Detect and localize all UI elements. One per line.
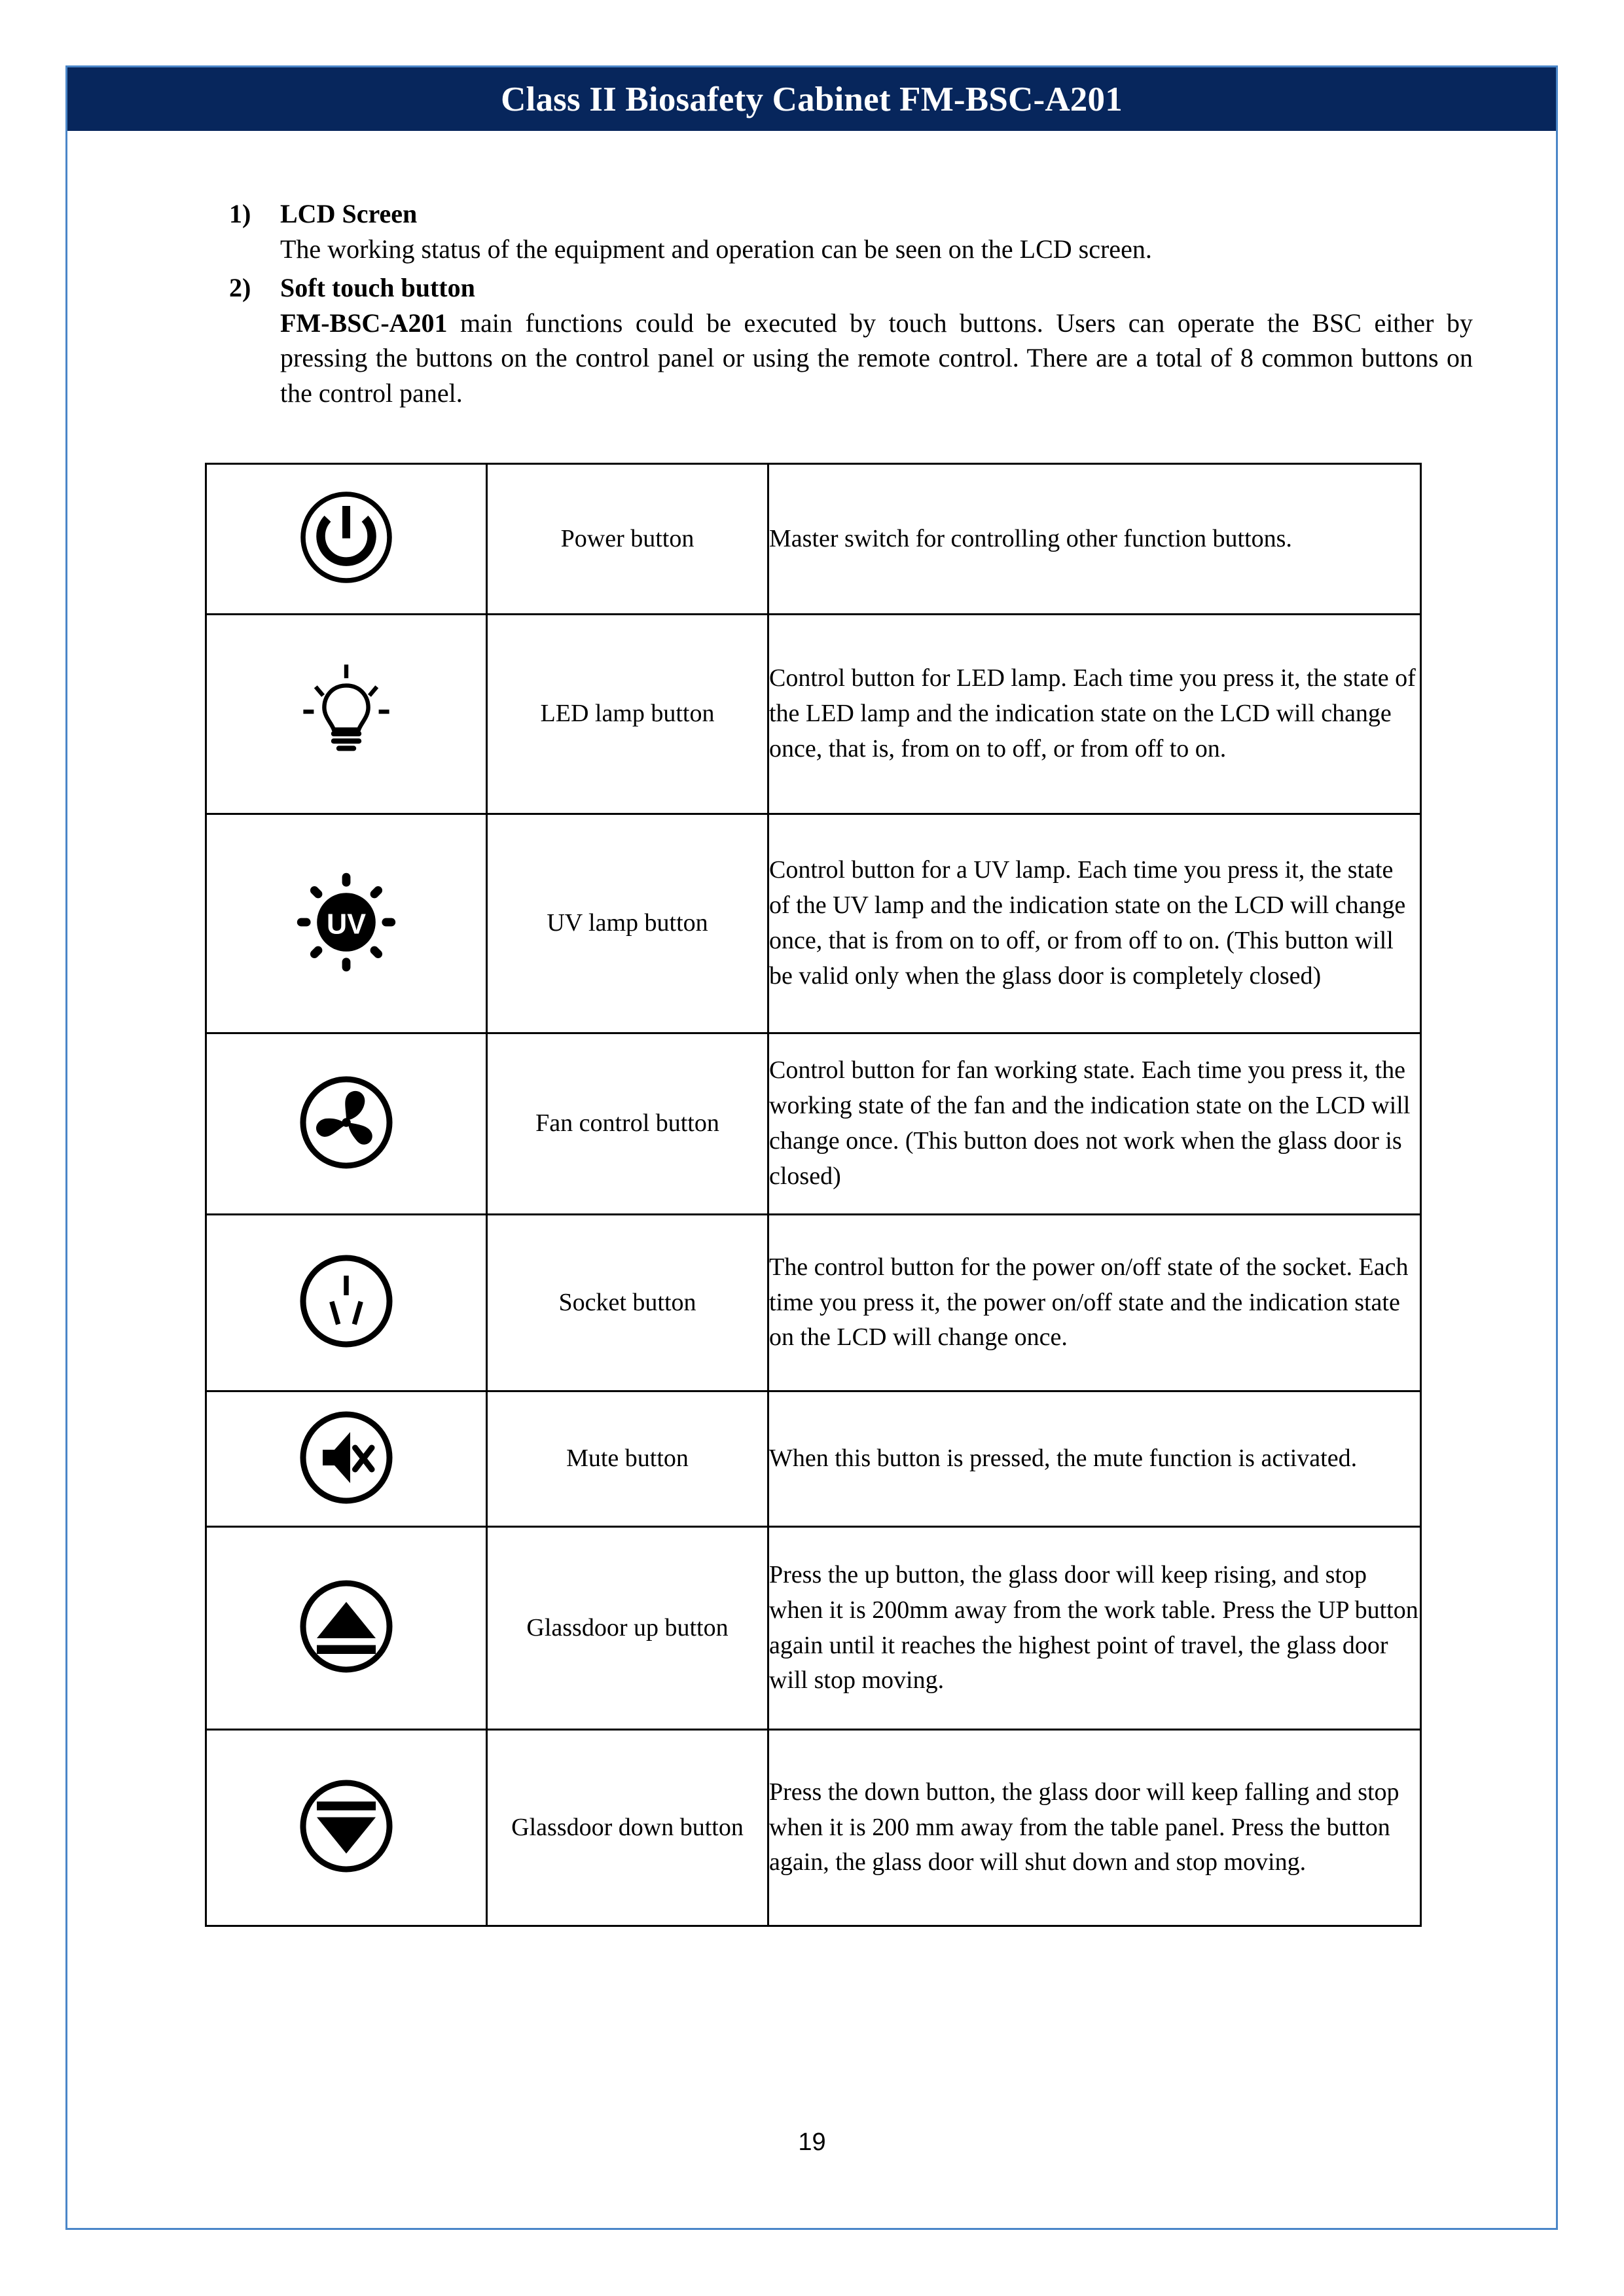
list-heading-2: Soft touch button bbox=[280, 273, 475, 303]
button-name: LED lamp button bbox=[487, 615, 768, 814]
icon-cell bbox=[206, 1730, 487, 1926]
button-description: Press the up button, the glass door will keep rising, and stop when it is 200mm away from the work table. Press the UP button again until it reaches the highest point of travel, the glass door will stop moving. bbox=[768, 1527, 1421, 1730]
list-marker-2: 2) bbox=[229, 273, 251, 303]
page-title-banner bbox=[67, 67, 1556, 131]
fan-icon bbox=[297, 1073, 395, 1172]
control-buttons-table bbox=[205, 463, 1422, 1927]
icon-cell bbox=[206, 1391, 487, 1527]
list-marker-1: 1) bbox=[229, 199, 251, 228]
button-name: Socket button bbox=[487, 1215, 768, 1391]
led-lamp-icon bbox=[294, 660, 399, 765]
button-description: Control button for a UV lamp. Each time you press it, the state of the UV lamp and the indication state on the LCD will change once, that is from on to off, or from off to on. (This button will be valid only when the glass door is completely closed) bbox=[768, 814, 1421, 1033]
list-item-2 bbox=[229, 270, 1473, 306]
icon-cell bbox=[206, 464, 487, 615]
button-description: When this button is pressed, the mute function is activated. bbox=[768, 1391, 1421, 1527]
table-row bbox=[206, 814, 1421, 1033]
button-name: Fan control button bbox=[487, 1033, 768, 1215]
table-row bbox=[206, 1527, 1421, 1730]
icon-cell bbox=[206, 1215, 487, 1391]
button-name: Power button bbox=[487, 464, 768, 615]
uv-lamp-icon bbox=[294, 870, 399, 975]
table-row bbox=[206, 1730, 1421, 1926]
button-name: UV lamp button bbox=[487, 814, 768, 1033]
power-icon bbox=[297, 488, 395, 586]
icon-cell bbox=[206, 1033, 487, 1215]
model-name-bold: FM-BSC-A201 bbox=[280, 308, 448, 338]
table-row bbox=[206, 464, 1421, 615]
button-name: Mute button bbox=[487, 1391, 768, 1527]
button-description: Control button for LED lamp. Each time you press it, the state of the LED lamp and the indication state on the LCD will change once, that is, from on to off, or from off to on. bbox=[768, 615, 1421, 814]
button-name: Glassdoor up button bbox=[487, 1527, 768, 1730]
page-number: 19 bbox=[798, 2128, 826, 2156]
socket-icon bbox=[297, 1252, 395, 1350]
list-item-1 bbox=[229, 196, 1473, 232]
list-paragraph-2 bbox=[280, 306, 1473, 411]
button-description: Master switch for controlling other function buttons. bbox=[768, 464, 1421, 615]
icon-cell bbox=[206, 615, 487, 814]
table-row bbox=[206, 615, 1421, 814]
table-row bbox=[206, 1391, 1421, 1527]
page-title: Class II Biosafety Cabinet FM-BSC-A201 bbox=[501, 80, 1123, 118]
icon-cell bbox=[206, 814, 487, 1033]
button-description: Control button for fan working state. Each time you press it, the working state of the fan and the indication state on the LCD will change once. (This button does not work when the glass door is closed) bbox=[768, 1033, 1421, 1215]
icon-cell bbox=[206, 1527, 487, 1730]
button-description: The control button for the power on/off state of the socket. Each time you press it, the power on/off state and the indication state on the LCD will change once. bbox=[768, 1215, 1421, 1391]
glassdoor-up-icon bbox=[297, 1577, 395, 1676]
button-description: Press the down button, the glass door will keep falling and stop when it is 200 mm away from the table panel. Press the button again, the glass door will shut down and stop moving. bbox=[768, 1730, 1421, 1926]
button-name: Glassdoor down button bbox=[487, 1730, 768, 1926]
list-paragraph-2-rest: main functions could be executed by touch buttons. Users can operate the BSC either by pressing the buttons on the control panel or using the remote control. There are a total of 8 common buttons on the control panel. bbox=[280, 308, 1473, 408]
glassdoor-down-icon bbox=[297, 1777, 395, 1875]
list-heading-1: LCD Screen bbox=[280, 199, 418, 228]
mute-icon bbox=[297, 1408, 395, 1507]
table-row bbox=[206, 1215, 1421, 1391]
table-row bbox=[206, 1033, 1421, 1215]
intro-text-block bbox=[229, 196, 1473, 411]
svg-text:UV: UV bbox=[327, 908, 366, 941]
list-paragraph-1: The working status of the equipment and operation can be seen on the LCD screen. bbox=[280, 234, 1152, 264]
